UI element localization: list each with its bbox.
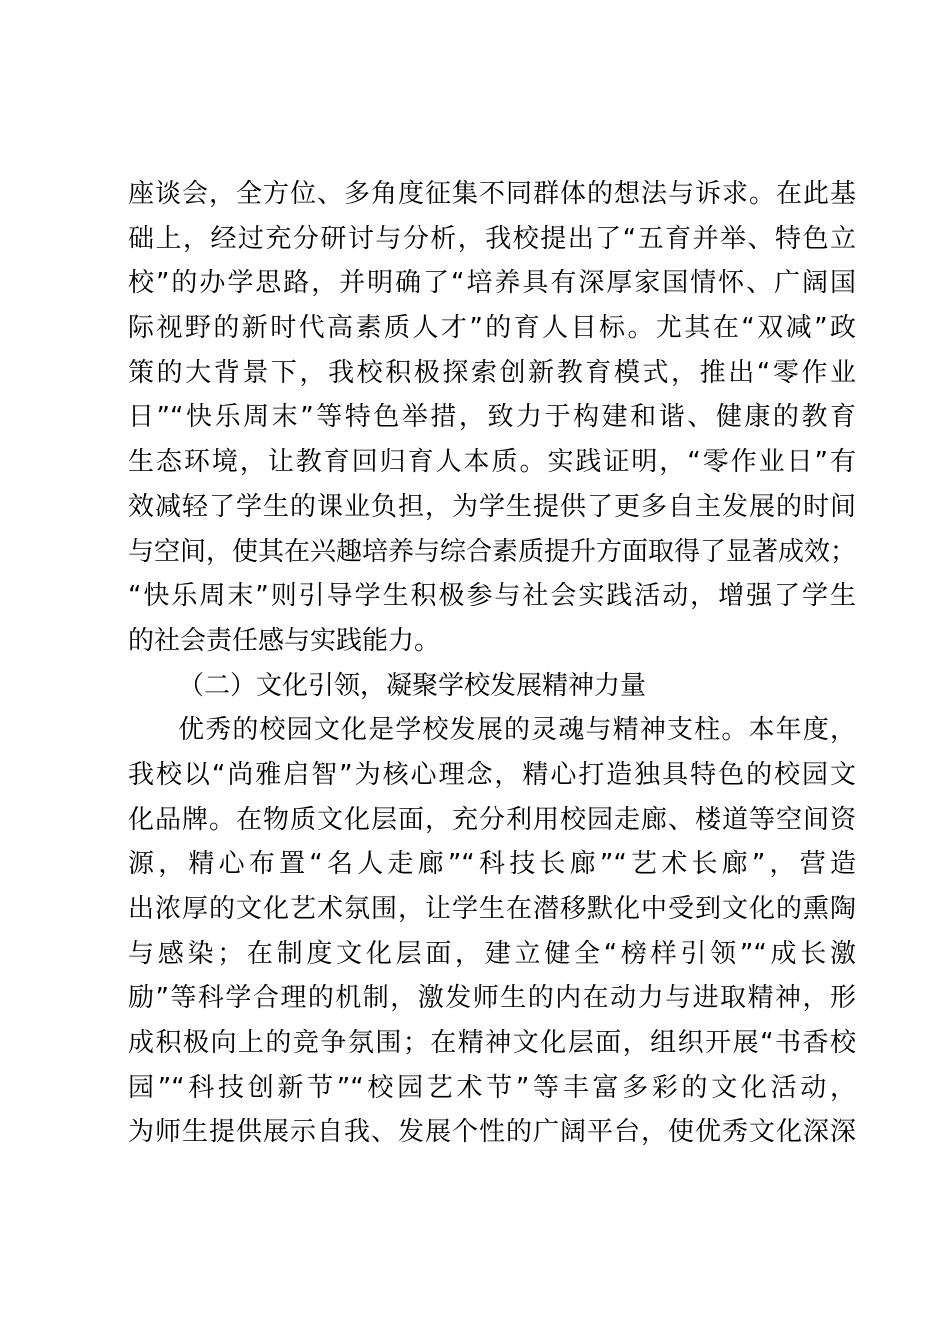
- text-line: 的社会责任感与实践能力。: [128, 625, 441, 656]
- paragraph-culture: [128, 708, 856, 1155]
- text-line: “快乐周末”则引导学生积极参与社会实践活动，增强了学生: [128, 581, 856, 612]
- text-line: 出浓厚的文化艺术氛围，让学生在潜移默化中受到文化的熏陶: [128, 894, 856, 924]
- section-heading: （二）文化引领，凝聚学校发展精神力量: [178, 670, 647, 701]
- text-line: 园”“科技创新节”“校园艺术节”等丰富多彩的文化活动，: [128, 1072, 856, 1103]
- text-line: 际视野的新时代高素质人才”的育人目标。尤其在“双减”政: [128, 313, 856, 344]
- text-line: 策的大背景下，我校积极探索创新教育模式，推出“零作业: [128, 357, 856, 388]
- text-line: 生态环境，让教育回归育人本质。实践证明，“零作业日”有: [128, 447, 856, 478]
- text-line: 座谈会，全方位、多角度征集不同群体的想法与诉求。在此基: [128, 179, 856, 209]
- text-line: 为师生提供展示自我、发展个性的广阔平台，使优秀文化深深: [128, 1117, 856, 1148]
- text-line: 优秀的校园文化是学校发展的灵魂与精神支柱。本年度，: [178, 715, 856, 746]
- text-line: 础上，经过充分研讨与分析，我校提出了“五育并举、特色立: [128, 223, 856, 254]
- text-line: 校”的办学思路，并明确了“培养具有深厚家国情怀、广阔国: [128, 268, 856, 299]
- text-line: 励”等科学合理的机制，激发师生的内在动力与进取精神，形: [128, 983, 856, 1014]
- text-line: 日”“快乐周末”等特色举措，致力于构建和谐、健康的教育: [128, 402, 856, 433]
- text-line: 与空间，使其在兴趣培养与综合素质提升方面取得了显著成效；: [128, 536, 857, 567]
- text-line: 我校以“尚雅启智”为核心理念，精心打造独具特色的校园文: [128, 759, 856, 790]
- text-line: 成积极向上的竞争氛围；在精神文化层面，组织开展“书香校: [128, 1028, 856, 1059]
- text-line: 源，精心布置“名人走廊”“科技长廊”“艺术长廊”，营造: [128, 849, 856, 880]
- text-line: 化品牌。在物质文化层面，充分利用校园走廊、楼道等空间资: [128, 804, 856, 835]
- text-line: 与感染；在制度文化层面，建立健全“榜样引领”“成长激: [128, 938, 856, 969]
- text-line: 效减轻了学生的课业负担，为学生提供了更多自主发展的时间: [128, 491, 856, 522]
- paragraph-continuation: [128, 172, 856, 664]
- document-page: [128, 172, 856, 1155]
